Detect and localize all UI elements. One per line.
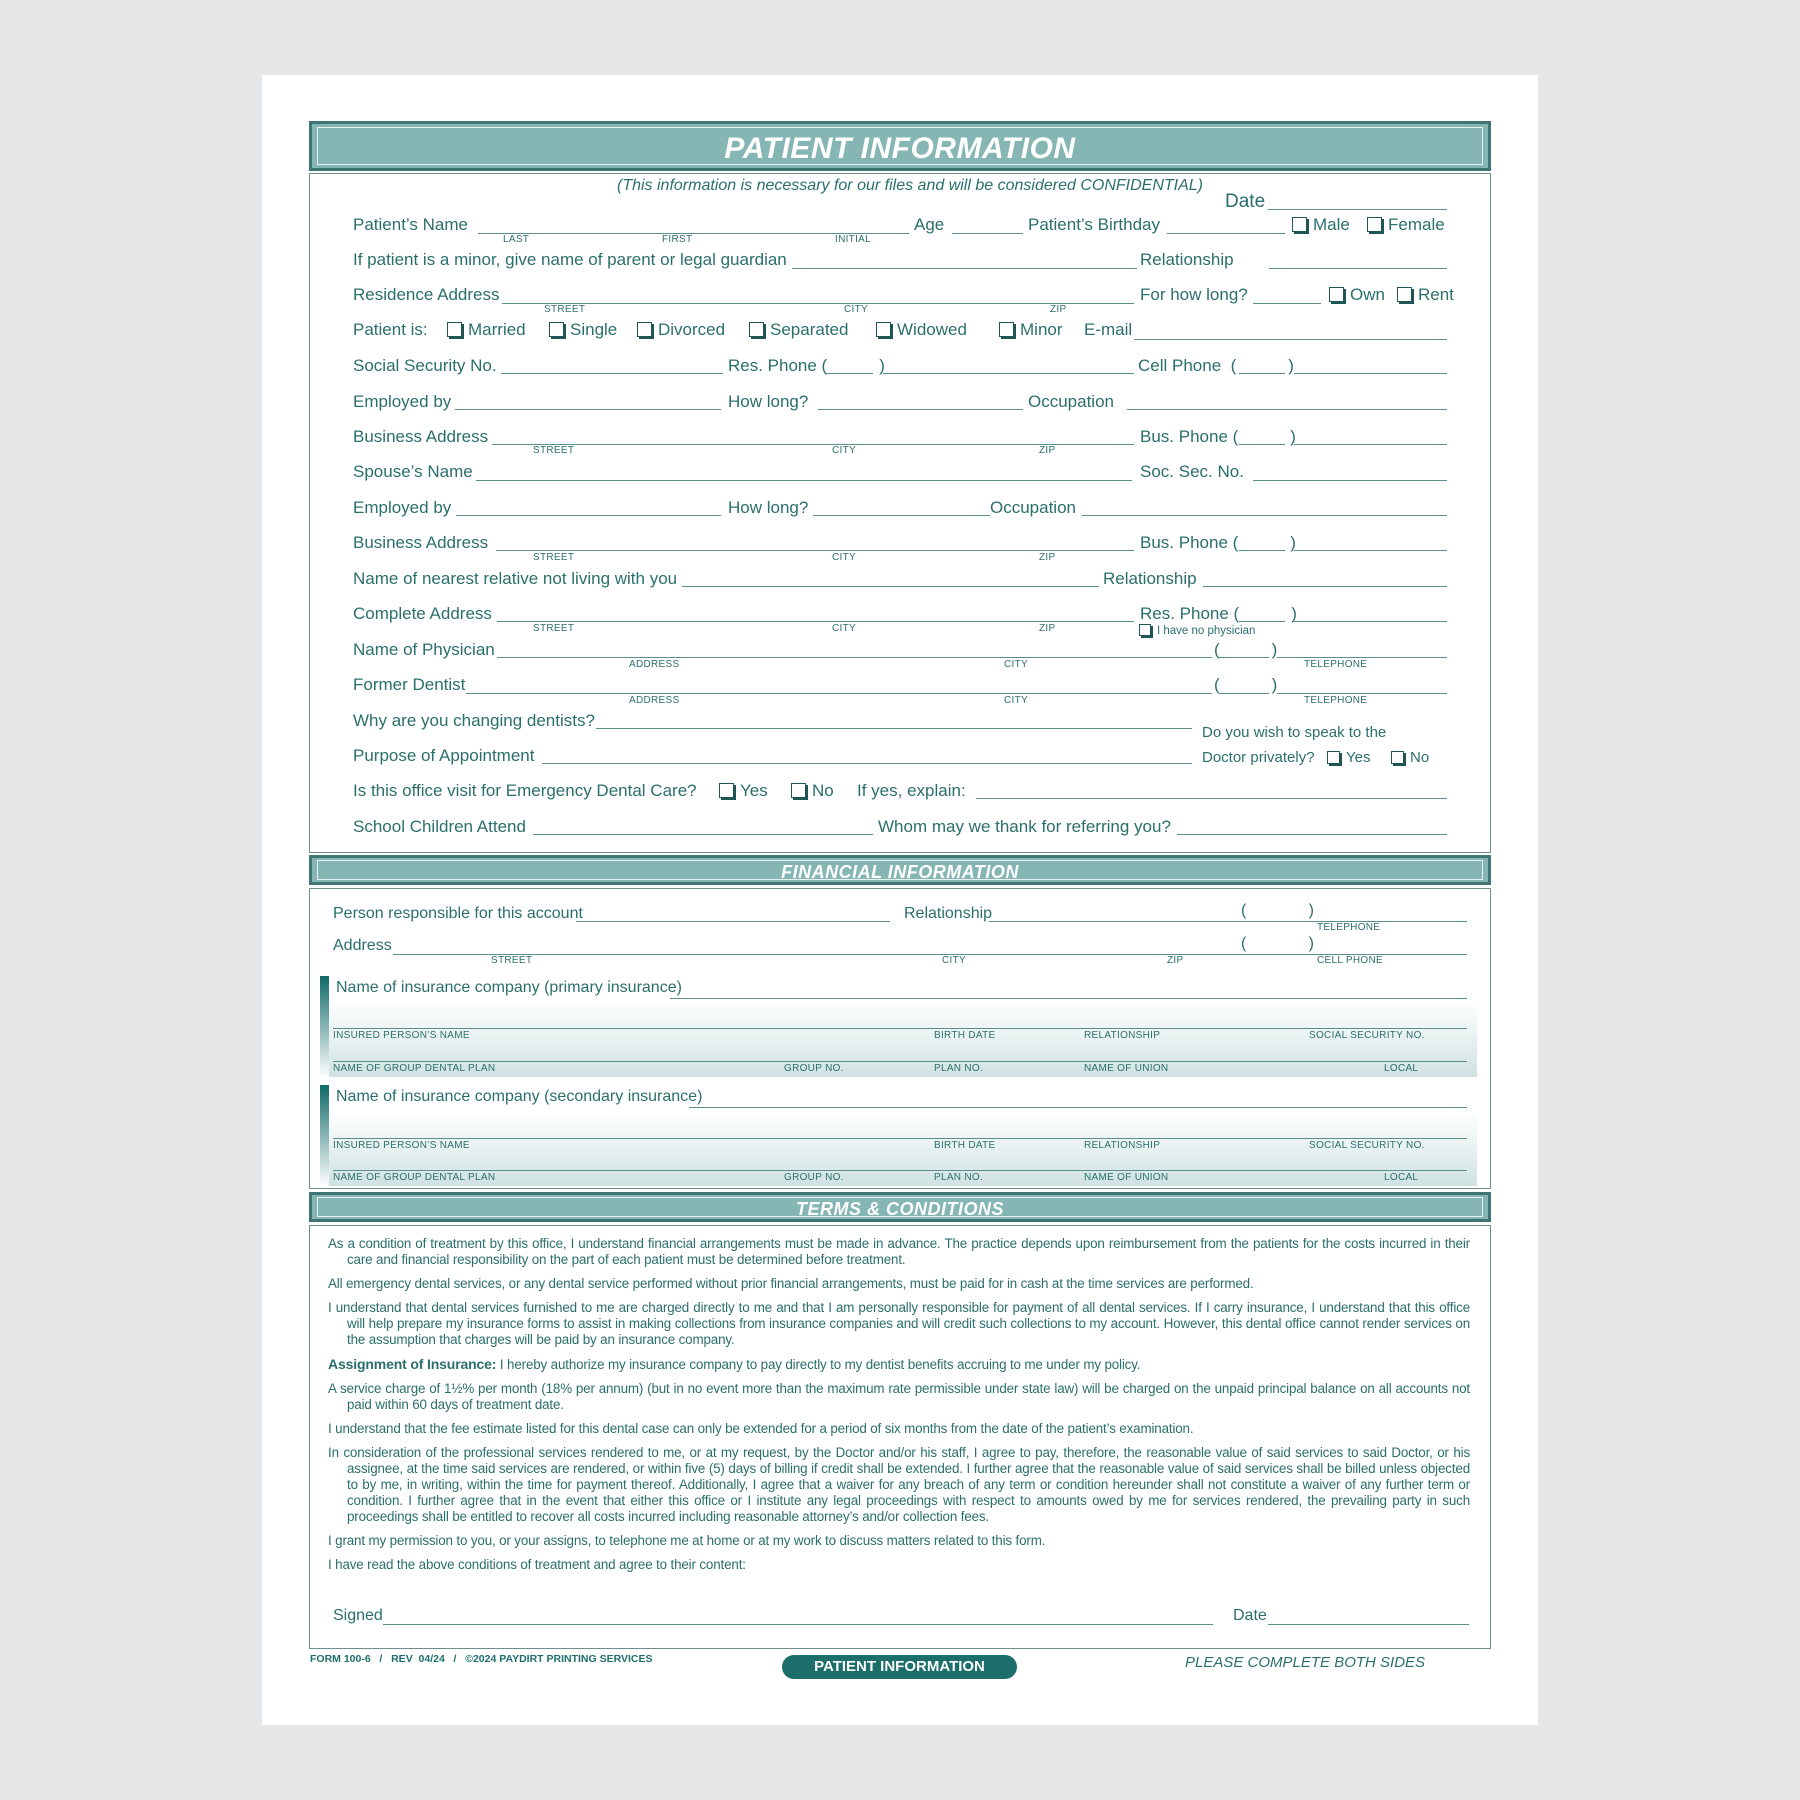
terms-paragraph: A service charge of 1½% per month (18% per annum) (but in no event more than the maximum rate permissible under state law) will be charged on the unpaid principal balance on all accounts not paid within 60 days of treatment date.: [328, 1381, 1470, 1412]
plan-no-caption: PLAN NO.: [934, 1063, 984, 1074]
relative-relationship-field[interactable]: [1203, 586, 1447, 587]
cell-phone-field[interactable]: [1294, 373, 1447, 374]
responsible-field[interactable]: [576, 921, 890, 922]
terms-paragraph: I grant my permission to you, or your assigns, to telephone me at home or at my work to discuss matters related to this form.: [328, 1533, 1046, 1548]
spouse-how-long-label: How long?: [728, 498, 809, 517]
sign-date-field[interactable]: [1268, 1624, 1469, 1625]
complete-address-label: Complete Address: [353, 604, 492, 623]
relative-res-phone-area[interactable]: [1239, 621, 1285, 622]
purpose-field[interactable]: [542, 763, 1192, 764]
secondary-insured-field[interactable]: [333, 1138, 1467, 1139]
married-checkbox[interactable]: [447, 320, 526, 340]
dentist-phone-parens: ( ): [1214, 675, 1278, 694]
ssn-caption: SOCIAL SECURITY NO.: [1309, 1030, 1425, 1041]
relationship-label: Relationship: [1140, 250, 1234, 269]
no-physician-checkbox[interactable]: [1139, 624, 1255, 637]
financial-title: FINANCIAL INFORMATION: [781, 862, 1019, 882]
ssn-field[interactable]: [501, 373, 723, 374]
city-caption: CITY: [832, 445, 856, 456]
soc-sec-label: Soc. Sec. No.: [1140, 462, 1244, 481]
address-caption: ADDRESS: [629, 659, 680, 670]
date-field[interactable]: [1268, 209, 1447, 210]
physician-label: Name of Physician: [353, 640, 495, 659]
widowed-checkbox[interactable]: [876, 320, 967, 340]
fin-relationship-field[interactable]: [989, 921, 1241, 922]
city-caption: CITY: [1004, 659, 1028, 670]
referral-field[interactable]: [1177, 834, 1447, 835]
spouse-employed-label: Employed by: [353, 498, 452, 517]
how-long-employed-label: How long?: [728, 392, 809, 411]
married-label: Married: [468, 320, 526, 339]
no-physician-label: I have no physician: [1157, 625, 1256, 637]
spouse-business-field[interactable]: [496, 550, 1134, 551]
group-plan-caption: NAME OF GROUP DENTAL PLAN: [333, 1063, 496, 1074]
group-plan-caption: NAME OF GROUP DENTAL PLAN: [333, 1172, 496, 1183]
signature-field[interactable]: [383, 1624, 1213, 1625]
fin-cell-parens: ( ): [1241, 935, 1314, 952]
terms-paragraph: I have read the above conditions of treatment and agree to their content:: [328, 1557, 746, 1572]
why-changing-field[interactable]: [596, 728, 1192, 729]
why-changing-label: Why are you changing dentists?: [353, 711, 595, 730]
spouse-occupation-label: Occupation: [990, 498, 1076, 517]
birth-date-caption: BIRTH DATE: [934, 1030, 996, 1041]
spouse-bus-phone-label: Bus. Phone ( ): [1140, 533, 1296, 552]
street-caption: STREET: [533, 445, 575, 456]
male-checkbox[interactable]: [1292, 215, 1350, 235]
printer-name: PAYDIRT PRINTING SERVICES: [499, 1653, 653, 1665]
own-label: Own: [1350, 285, 1385, 304]
group-no-caption: GROUP NO.: [784, 1063, 844, 1074]
relationship-field[interactable]: [1269, 268, 1447, 269]
residence-address-field[interactable]: [502, 303, 1134, 304]
male-label: Male: [1313, 215, 1350, 234]
secondary-insurance-field[interactable]: [689, 1107, 1467, 1108]
purpose-label: Purpose of Appointment: [353, 746, 535, 765]
city-caption: CITY: [942, 955, 966, 966]
rent-label: Rent: [1418, 285, 1454, 304]
primary-insurance-field[interactable]: [670, 998, 1467, 999]
financial-header: [309, 855, 1491, 885]
terms-paragraph: [328, 1356, 1470, 1373]
street-caption: STREET: [491, 955, 533, 966]
speak-privately-label-1: Do you wish to speak to the: [1202, 724, 1387, 741]
speak-yes-checkbox[interactable]: [1327, 749, 1370, 766]
speak-no-checkbox[interactable]: [1391, 749, 1429, 766]
occupation-field[interactable]: [1127, 409, 1447, 410]
terms-paragraph: As a condition of treatment by this office, I understand financial arrangements must be made in advance. The practice depends upon reimbursement from the patients for the costs incurred in their care and financial responsibility on the part of each patient must be determined before treatment.: [328, 1236, 1470, 1267]
primary-group-plan-field[interactable]: [333, 1061, 1467, 1062]
zip-caption: ZIP: [1167, 955, 1184, 966]
relative-res-phone-field[interactable]: [1294, 621, 1447, 622]
how-long-employed-field[interactable]: [818, 409, 1023, 410]
local-caption: LOCAL: [1384, 1172, 1419, 1183]
union-caption: NAME OF UNION: [1084, 1172, 1169, 1183]
spouse-bus-phone-field[interactable]: [1294, 550, 1447, 551]
spouse-how-long-field[interactable]: [813, 515, 990, 516]
separated-checkbox[interactable]: [749, 320, 848, 340]
primary-insured-field[interactable]: [333, 1028, 1467, 1029]
telephone-caption: TELEPHONE: [1304, 695, 1368, 706]
zip-caption: ZIP: [1039, 552, 1056, 563]
minor-checkbox[interactable]: [999, 320, 1063, 340]
physician-phone-field[interactable]: [1277, 657, 1447, 658]
bus-phone-label: Bus. Phone ( ): [1140, 427, 1296, 446]
emergency-label: Is this office visit for Emergency Dental Care?: [353, 781, 697, 800]
business-address-label: Business Address: [353, 427, 489, 446]
terms-title: TERMS & CONDITIONS: [795, 1199, 1004, 1219]
how-long-label: For how long?: [1140, 285, 1248, 304]
female-checkbox[interactable]: [1367, 215, 1445, 235]
school-label: School Children Attend: [353, 817, 526, 836]
emergency-yes-checkbox[interactable]: [719, 781, 768, 801]
terms-text: [328, 1236, 1470, 1581]
patient-info-header: [309, 121, 1491, 171]
cell-phone-label: Cell Phone ( ): [1138, 356, 1294, 375]
terms-paragraph: In consideration of the professional services rendered to me, or at my request, by the Doctor and/or his staff, I agree to pay, therefore, the reasonable value of said services to said Doctor, or his assignee, at the time said services are rendered, or within five (5) days of billing if credit shall be extended. I further agree that the reasonable value of said services shall be billed unless objected to by me, in writing, within the time for payment thereof. Additionally, I agree that a waiver for any breach of any term or condition hereunder shall not constitute a waiver of any further term or condition. I further agree that in the event that either this office or I institute any legal proceedings with respect to amounts owed by me for services rendered, the prevailing party in such proceedings shall be entitled to recover all costs incurred including reasonable attorney’s and/or collection fees.: [328, 1445, 1470, 1524]
female-label: Female: [1388, 215, 1445, 234]
date-label: Date: [1225, 191, 1266, 212]
spouse-business-label: Business Address: [353, 533, 489, 552]
how-long-field[interactable]: [1253, 303, 1321, 304]
signed-label: Signed: [333, 1607, 383, 1624]
complete-address-field[interactable]: [497, 621, 1134, 622]
minor-label: Minor: [1020, 320, 1063, 339]
cell-phone-area[interactable]: [1239, 373, 1285, 374]
employed-by-label: Employed by: [353, 392, 452, 411]
telephone-caption: TELEPHONE: [1304, 659, 1368, 670]
group-no-caption: GROUP NO.: [784, 1172, 844, 1183]
guardian-label: If patient is a minor, give name of parent or legal guardian: [353, 250, 787, 269]
ssn-label: Social Security No.: [353, 356, 497, 375]
street-caption: STREET: [533, 623, 575, 634]
last-caption: LAST: [503, 234, 530, 245]
birth-date-caption: BIRTH DATE: [934, 1140, 996, 1151]
terms-paragraph: I understand that the fee estimate listed for this dental case can only be extended for a period of six months from the date of the patient’s examination.: [328, 1421, 1194, 1436]
physician-phone-area[interactable]: [1219, 657, 1269, 658]
primary-insurance-label: Name of insurance company (primary insurance): [336, 979, 682, 996]
ssn-caption: SOCIAL SECURITY NO.: [1309, 1140, 1425, 1151]
zip-caption: ZIP: [1039, 445, 1056, 456]
former-dentist-field[interactable]: [466, 693, 1212, 694]
city-caption: CITY: [844, 304, 868, 315]
explain-field[interactable]: [976, 798, 1447, 799]
residence-address-label: Residence Address: [353, 285, 500, 304]
form-id: [310, 1653, 653, 1665]
city-caption: CITY: [832, 623, 856, 634]
telephone-caption: TELEPHONE: [1317, 922, 1381, 933]
widowed-label: Widowed: [897, 320, 967, 339]
sign-date-label: Date: [1233, 1607, 1267, 1624]
occupation-label: Occupation: [1028, 392, 1114, 411]
relative-field[interactable]: [682, 586, 1099, 587]
res-phone-area[interactable]: [826, 373, 873, 374]
former-dentist-label: Former Dentist: [353, 675, 466, 694]
complete-both-sides: PLEASE COMPLETE BOTH SIDES: [1185, 1654, 1426, 1671]
dentist-phone-area[interactable]: [1219, 693, 1269, 694]
first-caption: FIRST: [662, 234, 693, 245]
insured-name-caption: INSURED PERSON’S NAME: [333, 1030, 470, 1041]
insured-name-caption: INSURED PERSON’S NAME: [333, 1140, 470, 1151]
age-label: Age: [914, 215, 945, 234]
rent-checkbox[interactable]: [1397, 285, 1454, 305]
fin-phone-parens: ( ): [1241, 902, 1314, 919]
local-caption: LOCAL: [1384, 1063, 1419, 1074]
responsible-label: Person responsible for this account: [333, 905, 583, 922]
footer-pill: [782, 1655, 1017, 1679]
school-field[interactable]: [533, 834, 873, 835]
emergency-no-checkbox[interactable]: [791, 781, 834, 801]
divorced-label: Divorced: [658, 320, 726, 339]
footer-pill-label: PATIENT INFORMATION: [814, 1658, 985, 1675]
terms-header: [309, 1192, 1491, 1222]
physician-phone-parens: ( ): [1214, 640, 1278, 659]
birthday-field[interactable]: [1167, 233, 1285, 234]
form-revision: FORM 100-6 / REV 04/24 / ©2024: [310, 1653, 497, 1665]
initial-caption: INITIAL: [835, 234, 871, 245]
relative-label: Name of nearest relative not living with you: [353, 569, 678, 588]
email-field[interactable]: [1134, 339, 1447, 340]
bus-phone-area[interactable]: [1239, 444, 1285, 445]
city-caption: CITY: [832, 552, 856, 563]
confidential-note: (This information is necessary for our files and will be considered CONFIDENTIAL): [617, 177, 1203, 194]
birthday-label: Patient’s Birthday: [1028, 215, 1160, 234]
speak-yes-label: Yes: [1346, 749, 1371, 766]
secondary-group-plan-field[interactable]: [333, 1170, 1467, 1171]
business-address-field[interactable]: [492, 444, 1134, 445]
explain-label: If yes, explain:: [857, 781, 966, 800]
patient-status-label: Patient is:: [353, 320, 428, 339]
spouse-employed-field[interactable]: [456, 515, 721, 516]
terms-paragraph: All emergency dental services, or any dental service performed without prior financial arrangements, must be paid for in cash at the time services are performed.: [328, 1276, 1254, 1291]
secondary-insurance-label: Name of insurance company (secondary insurance): [336, 1088, 703, 1105]
terms-paragraph: I understand that dental services furnished to me are charged directly to me and that I am personally responsible for payment of all dental services. If I carry insurance, I understand that this office will help prepare my insurance forms to assist in making collections from insurance companies and will credit such collections to my account. However, this dental office cannot render services on the assumption that charges will be paid by an insurance company.: [328, 1300, 1470, 1347]
spouse-bus-phone-area[interactable]: [1239, 550, 1285, 551]
page-title: PATIENT INFORMATION: [724, 132, 1076, 165]
dentist-phone-field[interactable]: [1277, 693, 1447, 694]
employed-by-field[interactable]: [455, 409, 721, 410]
physician-field[interactable]: [497, 657, 1212, 658]
street-caption: STREET: [544, 304, 586, 315]
relative-relationship-label: Relationship: [1103, 569, 1197, 588]
res-phone-label: Res. Phone ( ): [728, 356, 885, 375]
relationship-caption: RELATIONSHIP: [1084, 1140, 1161, 1151]
speak-privately-label-2: Doctor privately?: [1202, 749, 1315, 766]
spouse-occupation-field[interactable]: [1082, 515, 1447, 516]
spouse-name-field[interactable]: [476, 480, 1132, 481]
divorced-checkbox[interactable]: [637, 320, 725, 340]
soc-sec-field[interactable]: [1253, 480, 1447, 481]
emergency-yes-label: Yes: [740, 781, 768, 800]
relationship-caption: RELATIONSHIP: [1084, 1030, 1161, 1041]
guardian-field[interactable]: [792, 268, 1137, 269]
separated-label: Separated: [770, 320, 849, 339]
street-caption: STREET: [533, 552, 575, 563]
spouse-name-label: Spouse’s Name: [353, 462, 473, 481]
union-caption: NAME OF UNION: [1084, 1063, 1169, 1074]
plan-no-caption: PLAN NO.: [934, 1172, 984, 1183]
age-field[interactable]: [952, 233, 1023, 234]
fin-address-label: Address: [333, 937, 392, 954]
zip-caption: ZIP: [1039, 623, 1056, 634]
res-phone-field[interactable]: [883, 373, 1134, 374]
city-caption: CITY: [1004, 695, 1028, 706]
referral-label: Whom may we thank for referring you?: [878, 817, 1171, 836]
speak-no-label: No: [1410, 749, 1430, 766]
bus-phone-field[interactable]: [1294, 444, 1447, 445]
cell-phone-caption: CELL PHONE: [1317, 955, 1383, 966]
zip-caption: ZIP: [1050, 304, 1067, 315]
address-caption: ADDRESS: [629, 695, 680, 706]
assignment-heading: Assignment of Insurance:: [328, 1356, 497, 1372]
patient-name-label: Patient’s Name: [353, 215, 468, 234]
single-checkbox[interactable]: [549, 320, 617, 340]
relative-res-phone-label: Res. Phone ( ): [1140, 604, 1297, 623]
assignment-text: I hereby authorize my insurance company to pay directly to my dentist benefits accruing to me under my policy.: [499, 1357, 1141, 1372]
email-label: E-mail: [1084, 320, 1133, 339]
single-label: Single: [570, 320, 618, 339]
fin-relationship-label: Relationship: [904, 905, 993, 922]
own-checkbox[interactable]: [1329, 285, 1385, 305]
emergency-no-label: No: [812, 781, 834, 800]
